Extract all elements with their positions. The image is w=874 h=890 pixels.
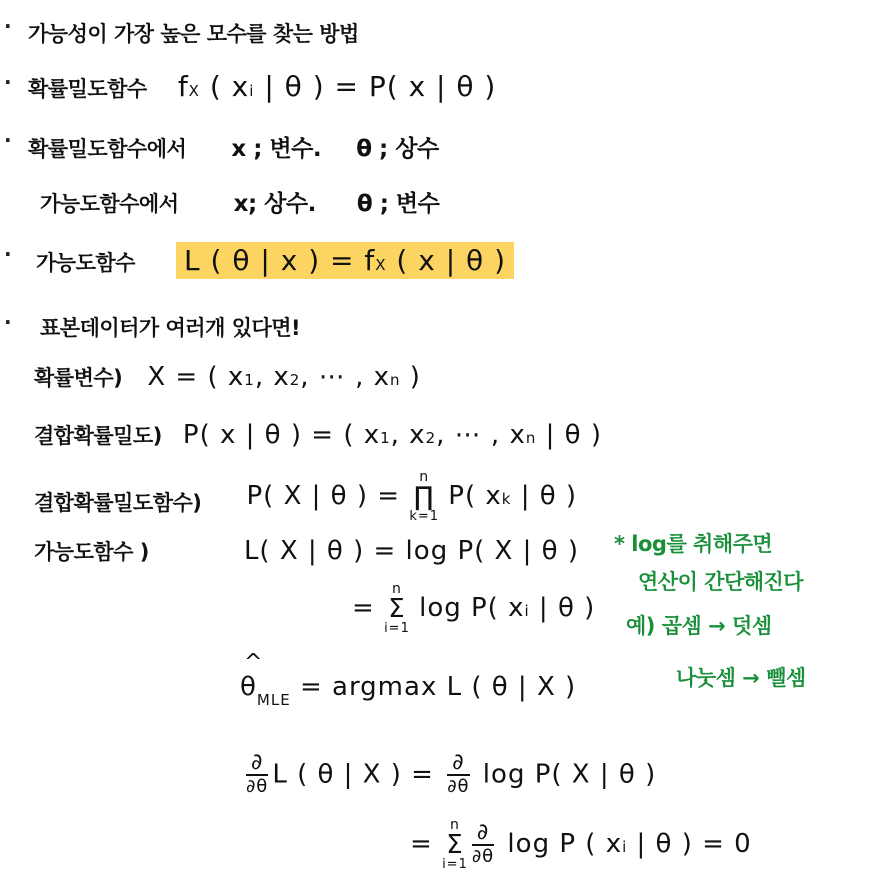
pdf-vars-label: 확률밀도함수에서 <box>28 137 187 161</box>
partial-fraction-3: $\frac{\partial}{\partial\theta}$ <box>471 819 495 867</box>
log-note-line4: 나눗셈 → 뺄셈 <box>676 666 806 690</box>
pdf-theta-desc: θ ; 상수 <box>356 136 439 162</box>
joint-pdf-formula: P( X | θ ) = n ∏ k=1 P( xk | θ ) <box>246 469 578 524</box>
random-variable-line <box>34 362 421 392</box>
lik-x-desc: x; 상수. <box>233 191 316 217</box>
partial-fraction-2: $\frac{\partial}{\partial\theta}$ <box>447 750 470 797</box>
bullet: · <box>4 14 12 38</box>
bullet: · <box>4 310 12 334</box>
bullet: · <box>4 70 12 94</box>
likelihood-log-formula: L( X | θ ) = log P( X | θ ) <box>243 536 579 566</box>
joint-density-line <box>34 420 602 450</box>
pdf-formula: fX ( xi | θ ) = P( x | θ ) <box>177 70 497 103</box>
log-note-line1: * log를 취해주면 <box>614 532 773 556</box>
likelihood-log-label: 가능도함수 ) <box>34 540 149 564</box>
log-sum-line: = n Σ i=1 log P( xi | θ ) <box>352 581 596 636</box>
likelihood-variables <box>40 185 439 218</box>
likelihood-definition <box>36 244 514 277</box>
theta-hat: ^ θ <box>240 650 264 702</box>
joint-density-label: 결합확률밀도) <box>34 424 162 448</box>
lik-theta-desc: θ ; 변수 <box>356 191 440 217</box>
likelihood-log-line <box>34 536 579 566</box>
joint-pdf-line <box>34 470 577 523</box>
joint-pdf-label: 결합확률밀도함수) <box>34 491 202 515</box>
score-equation-line: = n Σ i=1 $\frac{\partial}{\partial\theta}$ log P ( xi | θ ) = 0 <box>410 817 752 872</box>
multiple-samples-heading: 표본데이터가 여러개 있다면! <box>40 316 301 340</box>
derivative-line: $\frac{\partial}{\partial\theta}$ L ( θ | X ) = $\frac{\partial}{\partial\theta}$ log P( X | θ ) <box>246 750 657 797</box>
joint-density-formula: P( x | θ ) = ( x1, x2, ⋯ , xn | θ ) <box>182 420 602 450</box>
likelihood-formula-highlight: L ( θ | x ) = fX ( x | θ ) <box>176 242 514 279</box>
pdf-x-desc: x ; 변수. <box>231 136 322 162</box>
pdf-definition <box>28 70 496 103</box>
pdf-label: 확률밀도함수 <box>28 77 147 101</box>
log-note-line3: 예) 곱셈 → 덧셈 <box>626 614 772 638</box>
random-variable-formula: X = ( x1, x2, ⋯ , xn ) <box>147 362 421 392</box>
bullet: · <box>4 128 12 152</box>
intro-text: 가능성이 가장 높은 모수를 찾는 방법 <box>28 22 359 46</box>
mle-line: ^ $\theta_{MLE} = argmax$ L ( θ | X ) <box>240 650 577 709</box>
partial-fraction: $\frac{\partial}{\partial\theta}$ <box>246 750 269 797</box>
bullet: · <box>4 242 12 266</box>
log-note-line2: 연산이 간단해진다 <box>638 570 804 594</box>
lik-vars-label: 가능도함수에서 <box>40 192 179 216</box>
pdf-variables <box>28 130 439 163</box>
likelihood-label: 가능도함수 <box>36 251 135 275</box>
product-symbol: n ∏ k=1 <box>409 469 440 524</box>
sum-symbol: n Σ i=1 <box>384 581 410 636</box>
sum-symbol-2: n Σ i=1 <box>442 817 468 872</box>
random-variable-label: 확률변수) <box>34 366 123 390</box>
